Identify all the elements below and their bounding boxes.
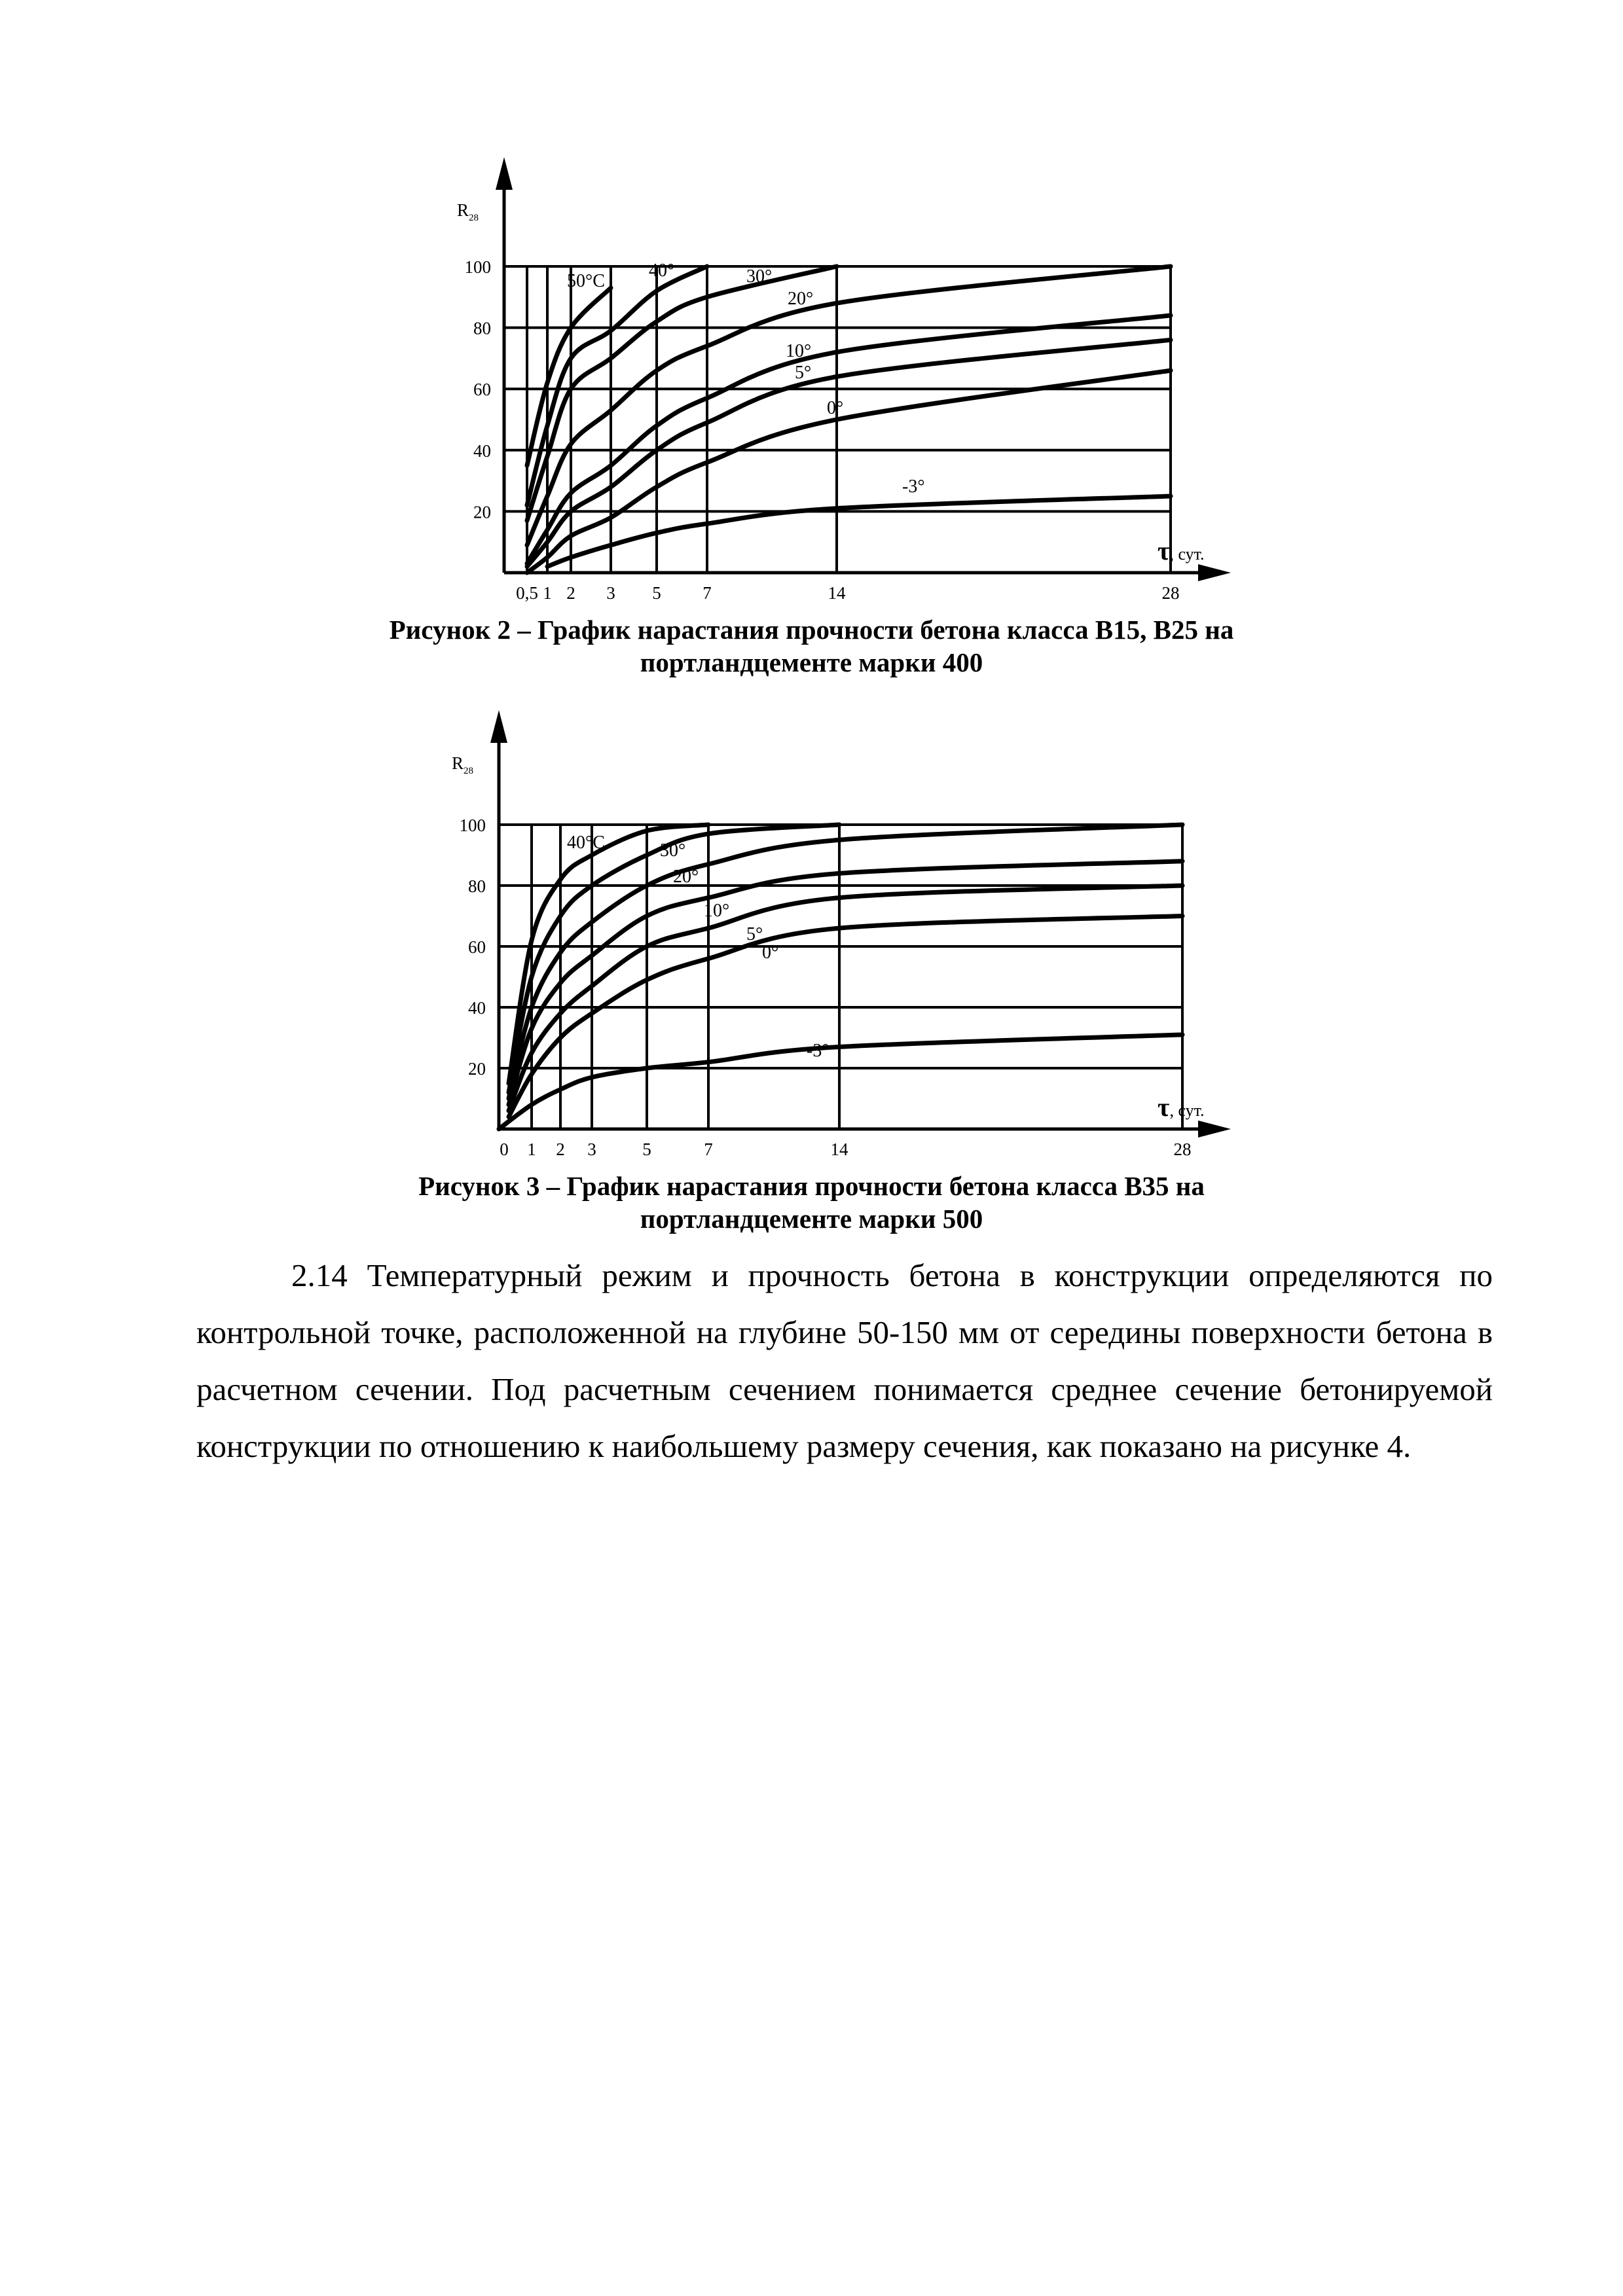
x-tick-label-28: 28 <box>1161 583 1180 603</box>
x-tick-label-2: 2 <box>566 583 575 603</box>
figure-2-caption-line-2: портландцементе марки 400 <box>640 647 983 677</box>
x-tick-label-0: 0 <box>500 1139 509 1159</box>
y-axis-label <box>452 753 473 776</box>
strength-chart-figure-2 <box>0 131 1623 602</box>
body-text <box>196 1247 1493 1475</box>
x-tick-label-2: 2 <box>556 1139 565 1159</box>
x-tick-label-14: 14 <box>830 1139 848 1159</box>
series-10-label: 10° <box>786 341 812 361</box>
x-axis-label-unit: , сут. <box>1169 1101 1205 1120</box>
x-tick-label-1: 1 <box>527 1139 536 1159</box>
y-tick-label-20: 20 <box>473 502 491 522</box>
x-tick-label-5: 5 <box>642 1139 651 1159</box>
series-10-label: 10° <box>704 901 730 921</box>
y-axis-arrow <box>490 710 507 743</box>
x-tick-label-28: 28 <box>1173 1139 1192 1159</box>
x-tick-label-7: 7 <box>704 1139 713 1159</box>
series-minus-3-label: -3° <box>902 476 925 497</box>
x-axis-label <box>1158 536 1205 565</box>
x-axis-arrow <box>1198 1121 1231 1138</box>
strength-chart-figure-3 <box>0 687 1623 1158</box>
series-50C <box>527 288 611 465</box>
x-tick-label-14: 14 <box>828 583 846 603</box>
figure-3-caption-line-1: Рисунок 3 – График нарастания прочности бетона класса В35 на <box>418 1171 1205 1201</box>
x-tick-label-3: 3 <box>587 1139 596 1159</box>
x-tick-label-1: 1 <box>543 583 552 603</box>
series-30-label: 30° <box>660 840 686 861</box>
y-axis-label-main: R <box>452 753 464 773</box>
y-axis-label-subscript: 28 <box>469 213 479 223</box>
series-5-label: 5° <box>795 363 812 383</box>
y-axis-arrow <box>496 157 513 190</box>
y-axis-label-subscript: 28 <box>464 766 474 776</box>
series-20 <box>527 266 1171 545</box>
x-axis-label <box>1158 1092 1205 1122</box>
x-axis-arrow <box>1198 564 1231 581</box>
series-40 <box>527 266 707 505</box>
y-axis-label <box>457 200 479 223</box>
series-0-label: 0° <box>762 942 779 963</box>
series-40-label: 40° <box>649 260 675 281</box>
y-tick-label-60: 60 <box>468 937 486 957</box>
figure-3-caption-line-2: портландцементе марки 500 <box>640 1204 983 1234</box>
x-axis-label-symbol: τ <box>1158 1092 1170 1122</box>
y-tick-label-20: 20 <box>468 1059 486 1079</box>
y-tick-label-40: 40 <box>468 998 486 1018</box>
figure-2-caption <box>0 613 1623 679</box>
x-tick-label-7: 7 <box>702 583 712 603</box>
figure-2-caption-line-1: Рисунок 2 – График нарастания прочности бетона класса В15, В25 на <box>389 615 1234 645</box>
y-tick-label-100: 100 <box>464 257 491 277</box>
x-axis-label-symbol: τ <box>1158 536 1170 565</box>
series-minus-3-label: -3° <box>807 1041 830 1061</box>
y-tick-label-40: 40 <box>473 440 491 461</box>
y-tick-label-80: 80 <box>468 876 486 896</box>
y-tick-label-80: 80 <box>473 318 491 338</box>
x-tick-label-5: 5 <box>652 583 661 603</box>
axes <box>496 157 1231 581</box>
paragraph-2-14: 2.14 Температурный режим и прочность бетона в конструкции определяются по контрольной точке, расположенной на глубине 50-150 мм от середины поверхности бетона в расчетном сечении. Под расчетным сечением понимается среднее сечение бетонируемой конструкции по отношению к наибольшему размеру сечения, как показано на рисунке 4. <box>196 1257 1493 1464</box>
series-5-label: 5° <box>746 924 763 944</box>
series-50C-label: 50°C <box>567 271 605 291</box>
series-10 <box>527 315 1171 564</box>
series-40C-label: 40°C <box>567 833 605 853</box>
series-curves <box>527 266 1171 573</box>
series-20-label: 20° <box>788 289 814 309</box>
x-tick-label-3: 3 <box>606 583 615 603</box>
series-0-label: 0° <box>827 398 844 418</box>
figure-3-caption <box>0 1170 1623 1235</box>
x-tick-label-0-5: 0,5 <box>516 583 538 603</box>
series-20-label: 20° <box>673 867 699 887</box>
series-minus-3 <box>547 496 1171 567</box>
y-tick-label-100: 100 <box>459 816 486 835</box>
y-axis-label-main: R <box>457 200 469 220</box>
series-30-label: 30° <box>746 266 773 287</box>
x-axis-label-unit: , сут. <box>1169 545 1205 564</box>
y-tick-label-60: 60 <box>473 380 491 400</box>
